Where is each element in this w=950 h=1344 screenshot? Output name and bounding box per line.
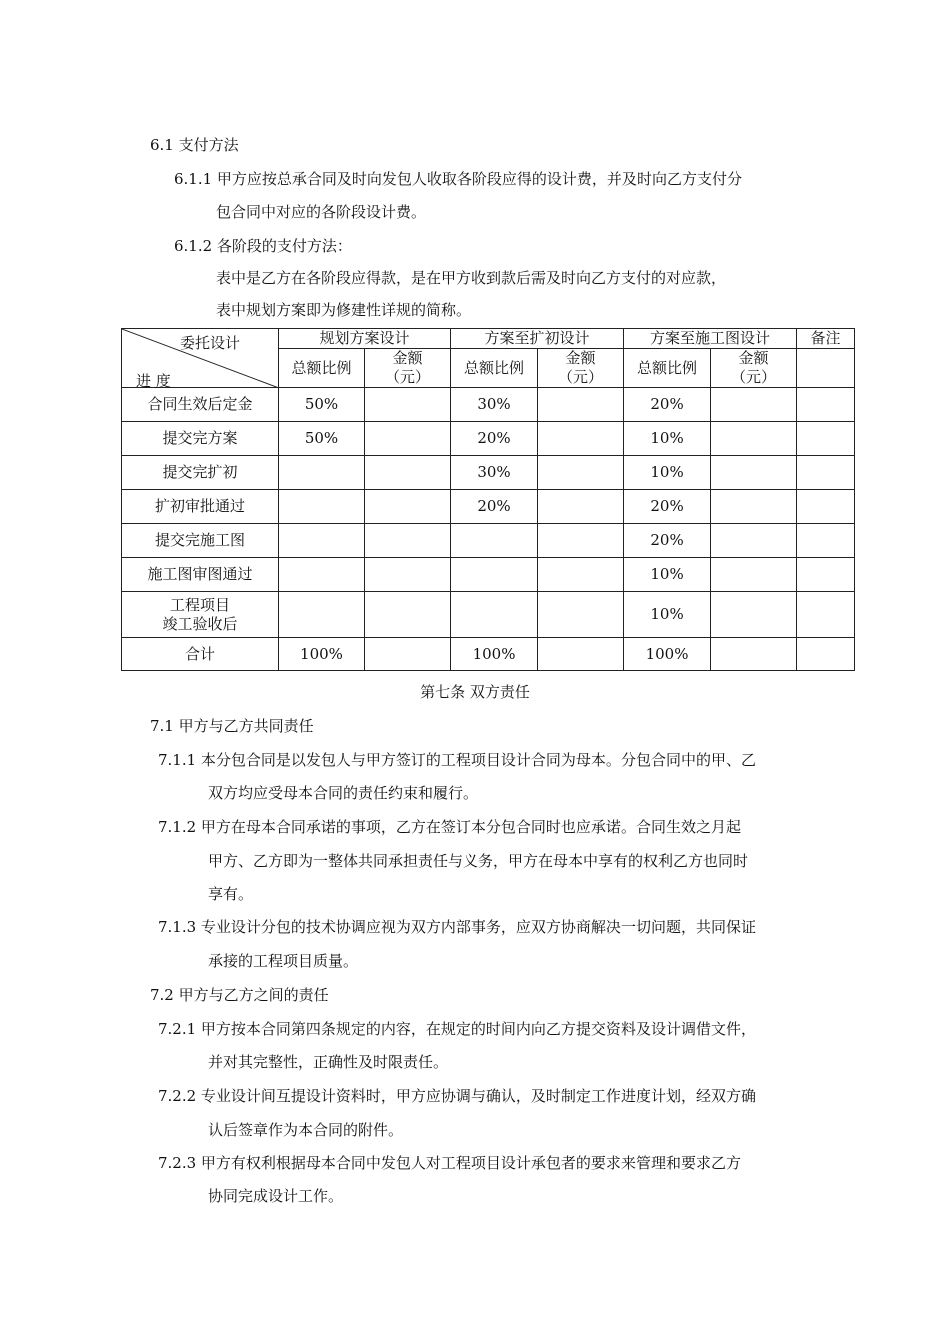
amount-cell xyxy=(711,524,797,558)
ratio-cell: 20% xyxy=(451,490,538,524)
group-header-construction: 方案至施工图设计 xyxy=(624,329,797,349)
amount-cell xyxy=(538,592,624,638)
section-heading-7-1: 7.1 甲方与乙方共同责任 xyxy=(150,717,314,735)
clause-7-1-3-line1: 7.1.3 专业设计分包的技术协调应视为双方内部事务，应双方协商解决一切问题，共同保证 xyxy=(158,918,756,936)
stage-cell: 扩初审批通过 xyxy=(122,490,279,524)
table-row xyxy=(122,456,855,490)
amount-cell xyxy=(538,388,624,422)
stage-cell: 提交完扩初 xyxy=(122,456,279,490)
article-7-title: 第七条 双方责任 xyxy=(420,683,530,701)
group-header-preliminary: 方案至扩初设计 xyxy=(451,329,624,349)
ratio-cell: 50% xyxy=(279,388,365,422)
amount-cell xyxy=(711,638,797,671)
remark-cell xyxy=(797,558,855,592)
stage-cell-l1: 工程项目 xyxy=(169,595,230,614)
amount-cell xyxy=(538,638,624,671)
clause-7-2-3-line2: 协同完成设计工作。 xyxy=(208,1187,344,1205)
remark-header: 备注 xyxy=(797,329,855,349)
amount-cell xyxy=(365,422,451,456)
amount-cell xyxy=(538,456,624,490)
remark-cell xyxy=(797,422,855,456)
table-row xyxy=(122,422,855,456)
amount-cell xyxy=(538,524,624,558)
sub-header-amount-l2: （元） xyxy=(558,368,604,386)
table-row xyxy=(122,592,855,638)
sub-header-amount-l2: （元） xyxy=(731,368,777,386)
clause-7-1-2-line2: 甲方、乙方即为一整体共同承担责任与义务，甲方在母本中享有的权利乙方也同时 xyxy=(208,852,749,870)
ratio-cell: 30% xyxy=(451,388,538,422)
corner-label-progress: 进 度 xyxy=(136,372,171,390)
clause-7-2-1-line2: 并对其完整性，正确性及时限责任。 xyxy=(208,1053,449,1071)
sub-header-ratio: 总额比例 xyxy=(451,349,538,388)
remark-blank xyxy=(797,349,855,388)
clause-7-1-3-line2: 承接的工程项目质量。 xyxy=(208,952,359,970)
clause-7-2-2-line2: 认后签章作为本合同的附件。 xyxy=(208,1121,404,1139)
clause-7-1-2-line3: 享有。 xyxy=(208,885,254,903)
clause-7-2-3-line1: 7.2.3 甲方有权利根据母本合同中发包人对工程项目设计承包者的要求来管理和要求乙方 xyxy=(158,1154,741,1172)
amount-cell xyxy=(365,490,451,524)
amount-cell xyxy=(365,638,451,671)
ratio-cell: 20% xyxy=(451,422,538,456)
ratio-cell: 10% xyxy=(624,592,711,638)
clause-7-1-1-line1: 7.1.1 本分包合同是以发包人与甲方签订的工程项目设计合同为母本。分包合同中的甲、乙 xyxy=(158,751,756,769)
sub-header-amount-l2: （元） xyxy=(385,368,431,386)
remark-cell xyxy=(797,490,855,524)
clause-7-1-2-line1: 7.1.2 甲方在母本合同承诺的事项，乙方在签订本分包合同时也应承诺。合同生效之月起 xyxy=(158,818,741,836)
remark-cell xyxy=(797,456,855,490)
payment-schedule-table xyxy=(121,328,855,671)
ratio-cell: 100% xyxy=(451,638,538,671)
ratio-cell: 100% xyxy=(624,638,711,671)
ratio-cell: 20% xyxy=(624,388,711,422)
table-note-line2: 表中规划方案即为修建性详规的简称。 xyxy=(216,301,472,319)
group-header-planning: 规划方案设计 xyxy=(279,329,451,349)
ratio-cell: 50% xyxy=(279,422,365,456)
sub-header-ratio: 总额比例 xyxy=(279,349,365,388)
table-row xyxy=(122,524,855,558)
sub-header-amount xyxy=(538,349,624,388)
ratio-cell: 30% xyxy=(451,456,538,490)
stage-cell: 提交完施工图 xyxy=(122,524,279,558)
ratio-cell xyxy=(279,558,365,592)
ratio-cell: 100% xyxy=(279,638,365,671)
ratio-cell: 10% xyxy=(624,558,711,592)
sub-header-amount-l1: 金额 xyxy=(392,349,423,367)
section-heading-7-2: 7.2 甲方与乙方之间的责任 xyxy=(150,986,329,1004)
stage-cell: 合计 xyxy=(122,638,279,671)
clause-6-1-2: 6.1.2 各阶段的支付方法： xyxy=(174,237,352,255)
remark-cell xyxy=(797,592,855,638)
amount-cell xyxy=(365,388,451,422)
table-corner-header xyxy=(122,329,279,388)
stage-cell: 施工图审图通过 xyxy=(122,558,279,592)
amount-cell xyxy=(538,422,624,456)
ratio-cell: 20% xyxy=(624,490,711,524)
section-heading-6-1: 6.1 支付方法 xyxy=(150,136,239,154)
sub-header-amount-l1: 金额 xyxy=(738,349,769,367)
ratio-cell xyxy=(279,592,365,638)
corner-label-design: 委托设计 xyxy=(180,334,241,352)
amount-cell xyxy=(711,490,797,524)
amount-cell xyxy=(365,456,451,490)
amount-cell xyxy=(538,558,624,592)
clause-6-1-1-line1: 6.1.1 甲方应按总承合同及时向发包人收取各阶段应得的设计费，并及时向乙方支付分 xyxy=(174,170,742,188)
stage-cell-l2: 竣工验收后 xyxy=(162,614,238,633)
table-row xyxy=(122,558,855,592)
amount-cell xyxy=(711,422,797,456)
amount-cell xyxy=(711,592,797,638)
table-row xyxy=(122,388,855,422)
amount-cell xyxy=(365,592,451,638)
ratio-cell: 10% xyxy=(624,456,711,490)
amount-cell xyxy=(365,524,451,558)
stage-cell: 提交完方案 xyxy=(122,422,279,456)
sub-header-amount xyxy=(365,349,451,388)
amount-cell xyxy=(538,490,624,524)
remark-cell xyxy=(797,388,855,422)
ratio-cell xyxy=(451,524,538,558)
ratio-cell xyxy=(279,524,365,558)
remark-cell xyxy=(797,524,855,558)
clause-7-2-2-line1: 7.2.2 专业设计间互提设计资料时，甲方应协调与确认，及时制定工作进度计划，经双方确 xyxy=(158,1087,756,1105)
ratio-cell xyxy=(279,490,365,524)
table-note-line1: 表中是乙方在各阶段应得款，是在甲方收到款后需及时向乙方支付的对应款， xyxy=(216,269,727,287)
ratio-cell xyxy=(451,592,538,638)
remark-cell xyxy=(797,638,855,671)
amount-cell xyxy=(365,558,451,592)
ratio-cell xyxy=(451,558,538,592)
table-row-total xyxy=(122,638,855,671)
amount-cell xyxy=(711,456,797,490)
clause-7-2-1-line1: 7.2.1 甲方按本合同第四条规定的内容，在规定的时间内向乙方提交资料及设计调借文件， xyxy=(158,1020,756,1038)
ratio-cell: 10% xyxy=(624,422,711,456)
amount-cell xyxy=(711,388,797,422)
stage-cell xyxy=(122,592,279,638)
sub-header-amount-l1: 金额 xyxy=(565,349,596,367)
clause-6-1-1-line2: 包合同中对应的各阶段设计费。 xyxy=(216,203,427,221)
sub-header-amount xyxy=(711,349,797,388)
clause-7-1-1-line2: 双方均应受母本合同的责任约束和履行。 xyxy=(208,784,479,802)
amount-cell xyxy=(711,558,797,592)
ratio-cell xyxy=(279,456,365,490)
stage-cell: 合同生效后定金 xyxy=(122,388,279,422)
ratio-cell: 20% xyxy=(624,524,711,558)
sub-header-ratio: 总额比例 xyxy=(624,349,711,388)
table-row xyxy=(122,490,855,524)
